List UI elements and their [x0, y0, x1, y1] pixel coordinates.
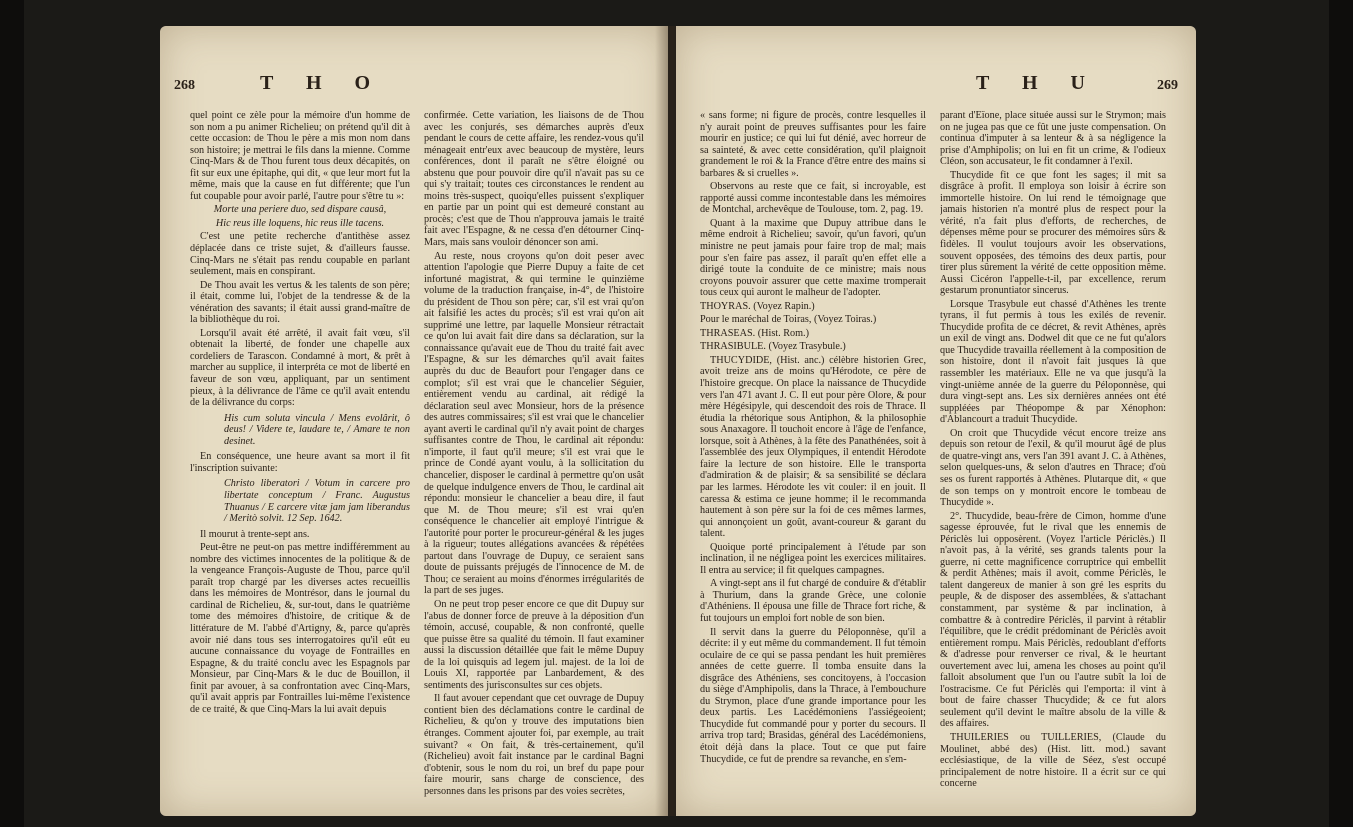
paragraph: C'est une petite recherche d'antithèse assez déplacée dans ce triste sujet, & d'ailleurs fausse. Cinq-Mars ne s'était pas rendu coupable en parlant seulement, mais en conspirant. — [190, 231, 410, 278]
left-running-head: T H O — [260, 72, 385, 94]
left-page-number: 268 — [174, 78, 195, 93]
left-page-header — [160, 72, 668, 102]
paragraph: Observons au reste que ce fait, si incroyable, est rapporté aussi comme incontestable dans les mémoires de Montchal, archevêque de Toulouse, tom. 2, pag. 19. — [700, 181, 926, 216]
right-running-head: T H U — [976, 72, 1099, 94]
paragraph: quel point ce zèle pour la mémoire d'un homme de son nom a pu animer Richelieu; on prétend qu'il dit à cette occasion: de Thou le père a mis mon nom dans son histoire; je mettrai le fils dans la mienne. Comme Cinq-Mars & de Thou furent tous deux décapités, on fit sur eux une épitaphe, qui dit, « que leur mort fut la même, mais que la cause en fut différente; que l'un fut coupable pour avoir parlé, l'autre pour s'être tu »: — [190, 110, 410, 202]
right-page — [676, 26, 1196, 816]
right-edge-shadow — [1329, 0, 1353, 827]
paragraph: On croit que Thucydide vécut encore treize ans depuis son retour de l'exil, & qu'il mourut âgé de plus de quatre-vingt ans, vers l'an 391 avant J. C. à Athènes, selon quelques-uns, & selon d'autres en Thrace; d'où ses os furent rapportés à Athènes. Plutarque dit, « que de son temps on y montroit encore le tombeau de Thucydide ». — [940, 427, 1166, 509]
paragraph: confirmée. Cette variation, les liaisons de de Thou avec les conjurés, ses démarches auprès d'eux pendant le cours de cette affaire, les rendez-vous qu'il ménageait entr'eux avec beaucoup de mystère, leurs conférences, dont il paraît ne s'être éloigné ou abstenu que pour pouvoir dire qu'il n'avait pas su ce qui s'y traitait; toutes ces circonstances le rendent au moins très-suspect, quoiqu'elles puissent s'expliquer en partie par un point qui est demeuré constant au procès; c'est que de Thou n'approuva jamais le traité fait avec l'Espagne, & ne cessa d'en détourner Cinq-Mars, mais sans vouloir dénoncer son ami. — [424, 110, 644, 249]
right-column-1 — [700, 110, 926, 802]
paragraph: parant d'Eïone, place située aussi sur le Strymon; mais on ne jugea pas que ce fût une juste compensation. On continua d'imputer à sa lenteur & à sa négligence la prise d'Amphipolis; on lui en fit un crime, & l'odieux Cléon, son accusateur, le fit condamner à l'exil. — [940, 110, 1166, 168]
paragraph: Peut-être ne peut-on pas mettre indifféremment au nombre des victimes innocentes de la politique & de la vengeance François-Auguste de Thou, parce qu'il paraît trop chargé par les diverses actes recueillis dans les mémoires de Montrésor, dans le journal du cardinal de Richelieu, &, sur-tout, dans le quatrième tome des mémoires d'histoire, de critique & de littérature de M. l'abbé d'Artigny, &, parce qu'après avoir nié dans tous ses interrogatoires qu'il eût eu aucune connaissance du voyage de Fontrailles en Espagne, & du traité conclu avec les Espagnols par Monsieur, par Cinq-Mars & le duc de Bouillon, il finit par avouer, à sa confrontation avec Cinq-Mars, qu'il avait appris par Fontrailles lui-même l'existence de ce traité, & que Cinq-Mars la lui avait depuis — [190, 542, 410, 715]
paragraph: THUCYDIDE, (Hist. anc.) célèbre historien Grec, avoit treize ans de moins qu'Hérodote, ce père de l'histoire grecque. On place la naissance de Thucydide vers l'an 471 avant J. C. Il eut pour père Olore, & pour mère Hégésipyle, qui descendoit des rois de Thrace. Il étudia la rhétorique sous Antiphon, & la philosophie sous Anaxagore. Il touchoit encore à l'âge de l'enfance, lorsque, soit à Athènes, à la fête des Panathénées, soit à l'assemblée des jeux Olympiques, il entendit Hérodote faire la lecture de son histoire. Elle le transporta d'admiration & de plaisir; & sa sensibilité se déclara par les larmes. Hérodote les vit couler: il en jouit. Il caressa & estima ce jeune homme; il le recommanda hautement à son père sur la foi de ces mêmes larmes, qui annonçoient un goût, avant-coureur & garant du talent. — [700, 354, 926, 540]
entry-heading: THOYRAS. (Voyez Rapin.) — [700, 300, 815, 312]
entry-heading: THRASIBULE. (Voyez Trasybule.) — [700, 341, 846, 353]
paragraph: 2°. Thucydide, beau-frère de Cimon, homme d'une sagesse éprouvée, fut le rival que les ennemis de Périclès lui opposèrent. (Voyez l'article Périclès.) Il n'avoit pas, à la vérité, ses grands talents pour la guerre, ni cette magnificence corruptrice qui embellit & perdit Athènes; mais il avoit, comme Périclès, le talent dangereux de manier à son gré les esprits du peuple, & de disposer des assemblées, & s'attachant constamment, par système & par inclination, à combattre & à contredire Périclès, il parvint à rétablir l'équilibre, que le crédit prédominant de Périclès avoit entièrement rompu. Mais Périclès, redoublant d'efforts & d'adresse pour renverser ce rival, & le heurtant ouvertement avec lui, amena les choses au point qu'il falloit absolument que l'un ou l'autre subît la loi de l'ostracisme. Ce fut Périclès qui l'emporta: il vint à bout de faire chasser Thucydide; & ce fut alors seulement qu'il devint le maître absolu de la ville & des affaires. — [940, 510, 1166, 730]
entry-heading: THRASEAS. (Hist. Rom.) — [700, 327, 809, 339]
paragraph: En conséquence, une heure avant sa mort il fit l'inscription suivante: — [190, 451, 410, 474]
paragraph: A vingt-sept ans il fut chargé de conduire & d'établir à Thurium, dans la grande Grèce, une colonie d'Athéniens. Il épousa une fille de Thrace fort riche, & fut toujours un emploi fort noble de son bien. — [700, 578, 926, 624]
paragraph: THUILERIES ou TUILLERIES, (Claude du Moulinet, abbé des) (Hist. litt. mod.) savant ecclésiastique, de la ville de Séez, s'est occupé principalement de notre histoire. Il a écrit sur ce qui concerne — [940, 731, 1166, 790]
latin-verse: Morte una periere duo, sed dispare causâ, — [213, 204, 387, 216]
paragraph: Lorsque Trasybule eut chassé d'Athènes les trente tyrans, il fut permis à tous les exilés de revenir. Thucydide profita de ce décret, & revit Athènes, après un exil de vingt ans. Dodwel dit que ce ne fut qu'alors que Thucydide travailla réellement à la composition de son histoire, dont il n'avoit fait jusques là que rassembler les matériaux. Elle ne va que jusqu'à la vingt-unième année de la guerre du Péloponnèse, qui dura vingt-sept ans. Les six dernières années ont été suppléées par Théopompe & par Xénophon: d'Ablancourt a traduit Thucydide. — [940, 298, 1166, 426]
entry-heading: Pour le maréchal de Toiras, (Voyez Toiras.) — [700, 314, 877, 326]
paragraph: Il servit dans la guerre du Péloponnèse, qu'il a décrite: il y eut même du commandement. Il fut témoin oculaire de ce qui se passa pendant les huit premières années de cette guerre. Il tomba ensuite dans la disgrâce des Athéniens, ses concitoyens, à l'occasion du siège d'Amphipolis, dans la Thrace, à l'embouchure du Strymon, place d'une grande importance pour les deux partis. Les Lacédémoniens l'assiégeoient; Thucydide fut commandé pour y porter du secours. Il arriva trop tard; Brasidas, général des Lacédémoniens, étoit déjà dans la place. Tout ce que put faire Thucydide, ce fut de prendre sa revanche, en s'em- — [700, 626, 926, 765]
left-page — [160, 26, 668, 816]
paragraph: Il faut avouer cependant que cet ouvrage de Dupuy contient bien des déclamations contre le cardinal de Richelieu, & qu'on y trouve des imputations bien étranges. Comment ajouter foi, par exemple, au trait suivant? « On fait, & très-certainement, qu'il (Richelieu) avoit fait instance par le cardinal Bagni d'obtenir, sous le nom du roi, un bref du pape pour faire mourir, sans charge de conscience, des personnes dans les prisons par des voies secrètes, — [424, 693, 644, 797]
paragraph: Il mourut à trente-sept ans. — [200, 528, 310, 540]
right-page-header — [676, 72, 1196, 102]
right-page-columns — [700, 110, 1166, 802]
left-column-2 — [424, 110, 644, 802]
latin-verse: Hic reus ille loquens, hic reus ille tacens. — [215, 217, 385, 229]
latin-hymn: His cum soluta vincula / Mens evolârit, ô deus! / Videre te, laudare te, / Amare te non desinet. — [224, 412, 410, 447]
paragraph: On ne peut trop peser encore ce que dit Dupuy sur l'abus de donner force de preuve à la déposition d'un témoin, accusé, coupable, & non confronté, quelle que puisse être sa qualité du témoin. Il faut examiner aussi la discussion détaillée que fait le même Dupuy de la loi quisquis ad legem jul. majest. de la loi de Louis XI, rapportée par Lanbardement, & des sentiments des jurisconsultes sur ces objets. — [424, 598, 644, 691]
right-column-2 — [940, 110, 1166, 802]
latin-inscription: Christo liberatori / Votum in carcere pro libertate conceptum / Franc. Augustus Thuanus / E carcere vitæ jam jam liberandus / Meritò solvit. 12 Sep. 1642. — [224, 478, 410, 525]
paragraph: De Thou avait les vertus & les talents de son père; il était, comme lui, l'objet de la tendresse & de la vénération des savants; il était aussi grand-maître de la bibliothèque du roi. — [190, 279, 410, 326]
paragraph: Thucydide fit ce que font les sages; il mit sa disgrâce à profit. Il employa son loisir à écrire son immortelle histoire. On lui rend le témoignage que jamais historien n'a montré plus de respect pour la vérité, n'a fait plus d'efforts, de recherches, de dépenses même pour se procurer des mémoires sûrs & fidèles. Il voulut toujours avoir les observations, souvent opposées, des témoins des deux partis, pour tirer plus sûrement la vérité de cette opposition même. Aussi Cicéron l'appelle-t-il, par excellence, rerum gestarum pronuntiator sincerus. — [940, 169, 1166, 297]
left-page-columns — [190, 110, 644, 802]
right-page-number: 269 — [1157, 78, 1178, 93]
paragraph: Quoique porté principalement à l'étude par son inclination, il ne négligea point les exercices militaires. Il entra au service; il fit quelques campagnes. — [700, 541, 926, 576]
paragraph: « sans forme; ni figure de procès, contre lesquelles il n'y aurait point de preuves suffisantes pour les faire mourir en justice; ce qui lui fut dénié, avec horreur de sa sainteté, & avec cette considération, qu'il plaignoit grandement le roi & la France d'être entre des mains si barbares & si cruelles ». — [700, 110, 926, 179]
paragraph: Au reste, nous croyons qu'on doit peser avec attention l'apologie que Pierre Dupuy a faite de cet infortuné magistrat, & qui termine le quinzième volume de la traduction française, in-4°, de l'histoire du président de Thou son père; car, s'il est vrai qu'on ait falsifié les actes du procès; s'il est vrai qu'on ait supprimé une lettre, par laquelle Monsieur rétractait ce qu'on lui avait fait dire dans sa déclaration, sur la connaissance qu'avait eue de Thou du traité fait avec l'Espagne, & sur les démarches qu'il avait faites auprès du duc de Beaufort pour l'engager dans ce complot; s'il est vrai que le chancelier Séguier, entièrement vendu au cardinal, ait rédigé la déclaration seul avec Monsieur, hors de la présence des autres commissaires; s'il est vrai que le chancelier ayant averti le cardinal qu'il n'y avait point de charges suffisantes contre de Thou, le cardinal ait répondu: n'importe, il faut qu'il meure; s'il est vrai que le prince de Condé ayant voulu, à la sollicitation du chancelier, disposer le cardinal à permettre qu'on usât de quelque indulgence envers de Thou, le cardinal ait répondu: monsieur le chancelier a beau dire, il faut que M. de Thou meure; s'il est vrai qu'en conséquence le chancelier ait employé l'intrigue & l'autorité pour porter le procureur-général & les juges à la rigueur; toutes allégations avancées & répétées partout dans l'ouvrage de Dupuy, ce seraient sans doute de puissants préjugés de l'innocence de M. de Thou; ce seraient au moins d'énormes irrégularités de la part de ses juges. — [424, 250, 644, 597]
left-column-1 — [190, 110, 410, 802]
left-edge-shadow — [0, 0, 24, 827]
paragraph: Quant à la maxime que Dupuy attribue dans le même endroit à Richelieu; savoir, qu'un favori, qu'un ministre ne peut jamais pour faire trop de mal; mais pour s'en faire pas assez, il paraît qu'en effet elle a dirigé toute la conduite de ce ministre; mais nous croyons pouvoir assurer que cette maxime tromperait tous ceux qui auront le malheur de l'adopter. — [700, 217, 926, 299]
paragraph: Lorsqu'il avait été arrêté, il avait fait vœu, s'il obtenait la liberté, de fonder une chapelle aux cordeliers de Tarascon. Condamné à mort, & prêt à marcher au supplice, il interpréta ce mot de liberté en faveur de son vœu, appliquant, par un sentiment pieux, à la délivrance de l'âme ce qu'il avait entendu de la délivrance du corps: — [190, 327, 410, 409]
